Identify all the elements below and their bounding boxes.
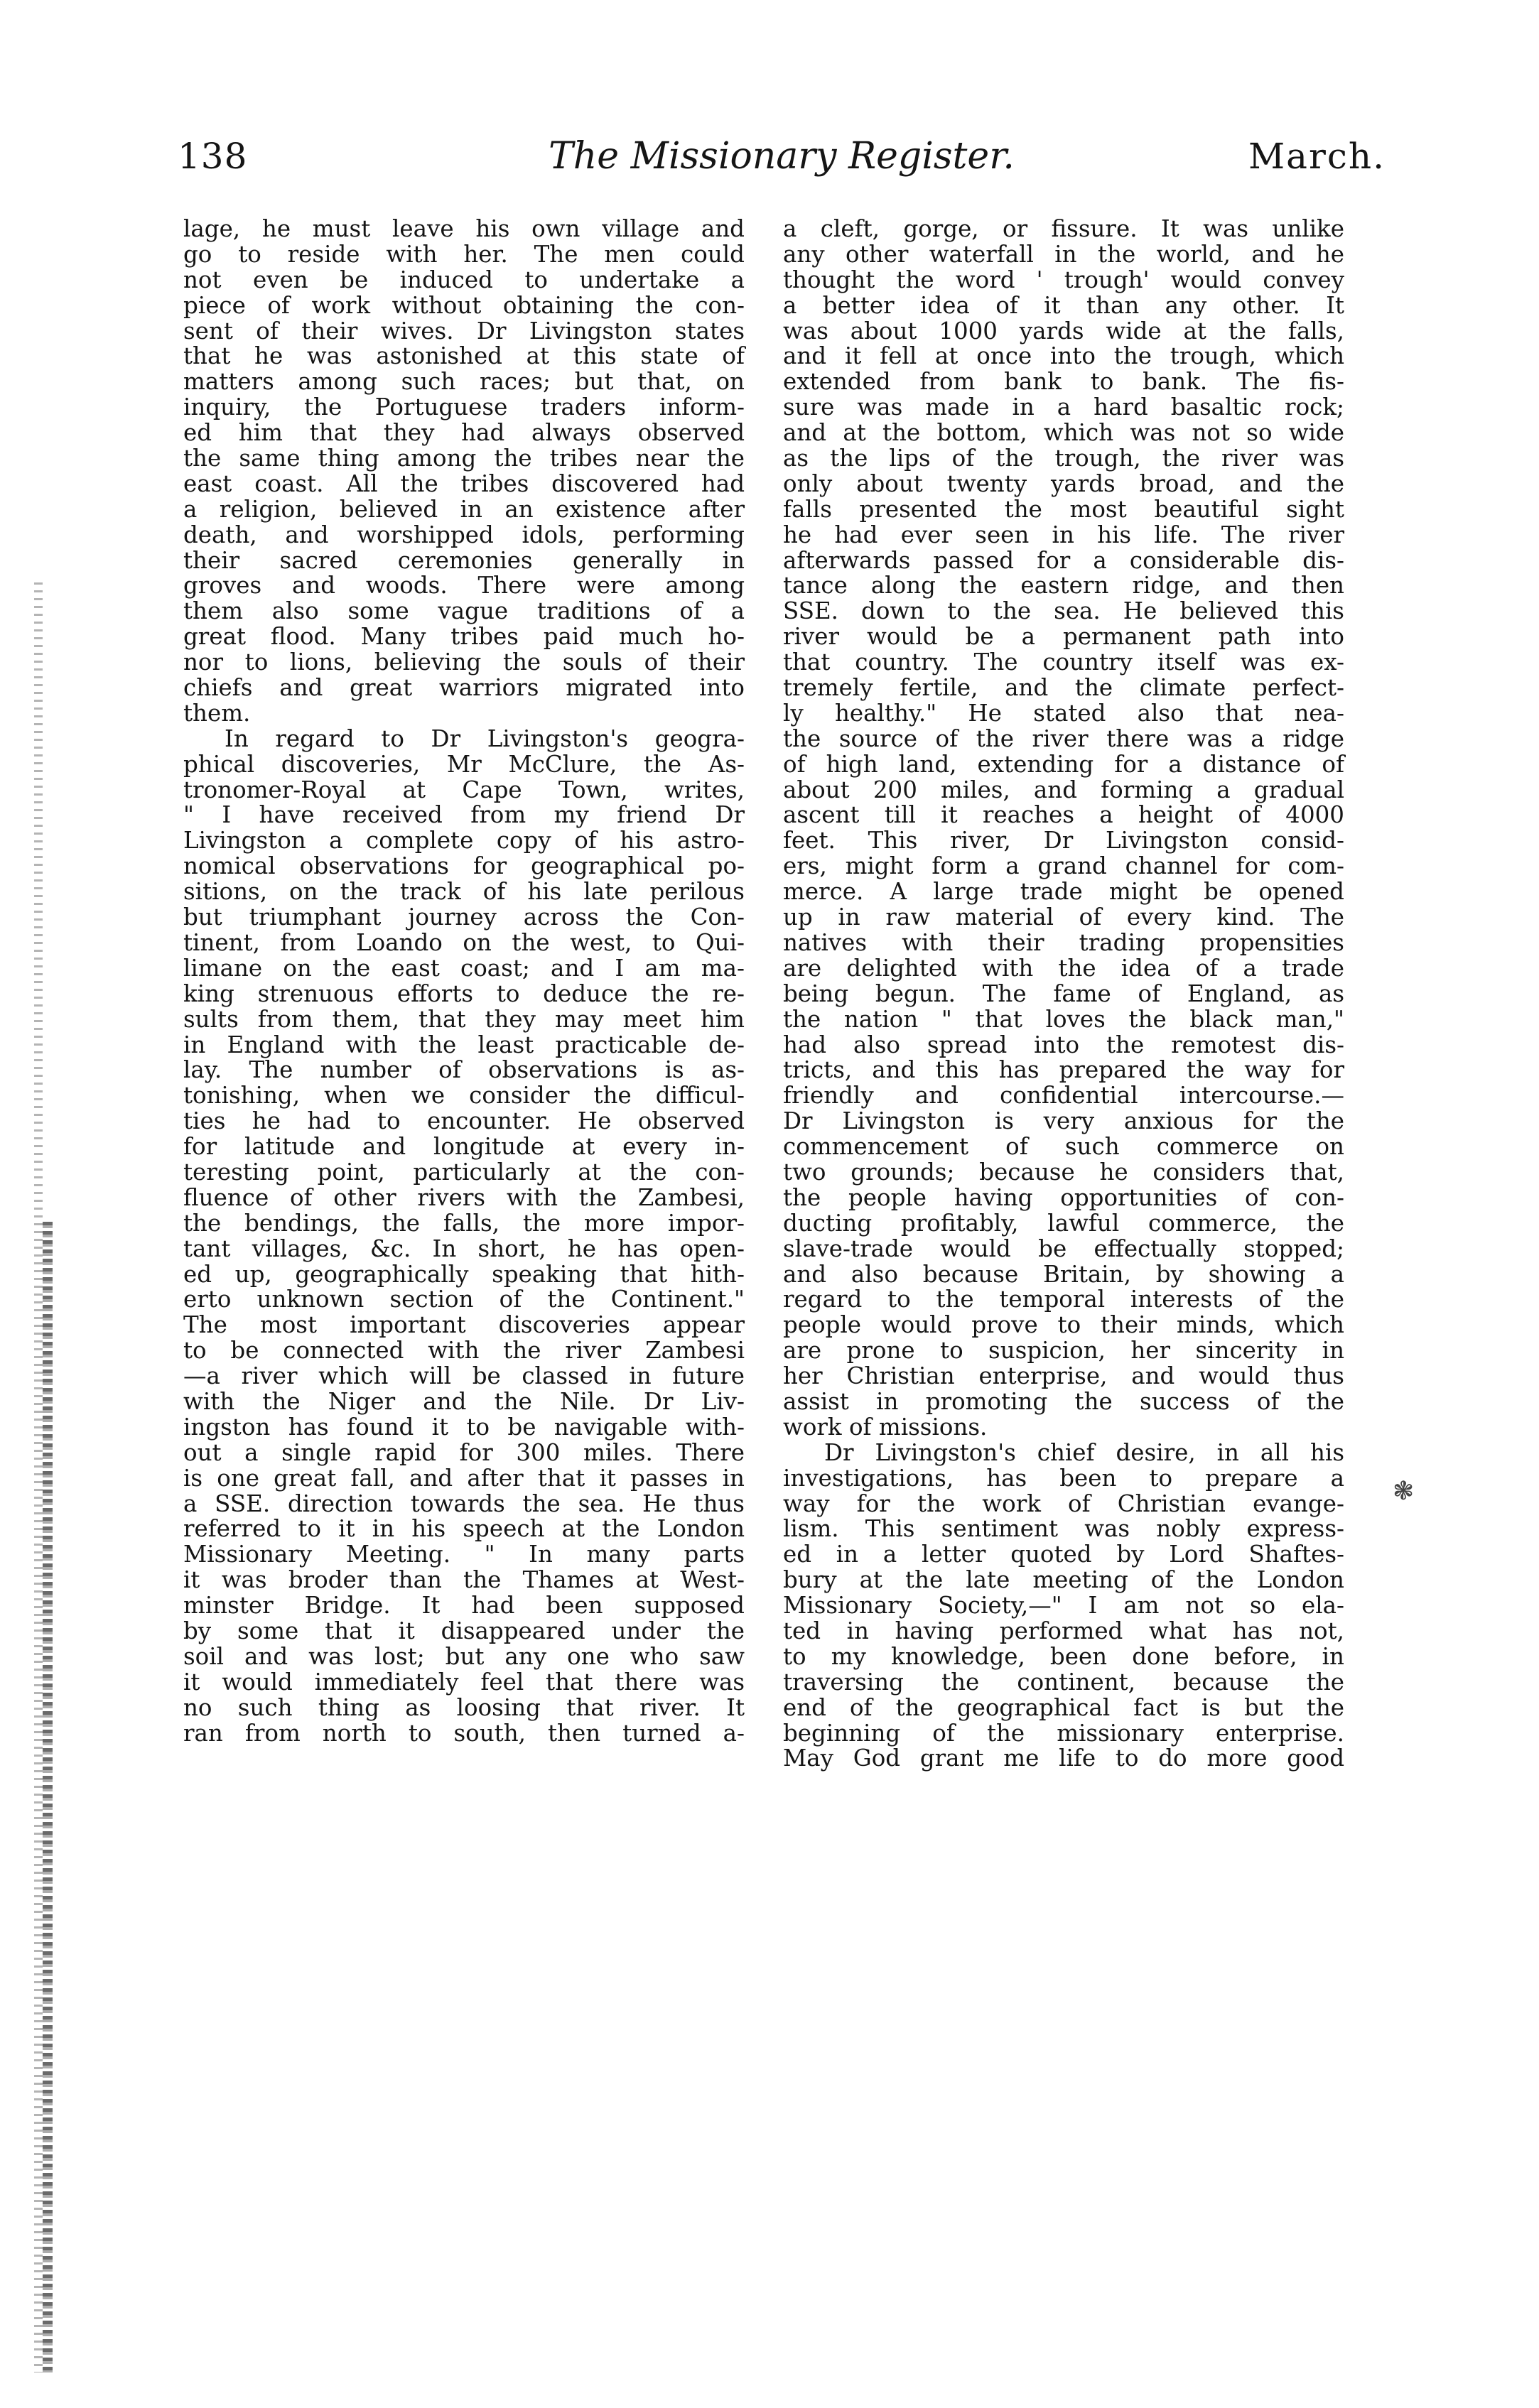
text-line: piece of work without obtaining the con- — [183, 291, 745, 319]
paragraph-end-line: work of missions. — [783, 1413, 988, 1441]
text-line: Missionary Meeting. " In many parts — [183, 1541, 745, 1568]
text-line: was about 1000 yards wide at the falls, — [783, 317, 1344, 345]
text-line: erto unknown section of the Continent." — [183, 1286, 745, 1313]
text-line: he had ever seen in his life. The river — [783, 521, 1344, 548]
text-line: by some that it disappeared under the — [183, 1617, 745, 1644]
text-line: lage, he must leave his own village and — [183, 215, 745, 242]
text-line: feet. This river, Dr Livingston consid- — [783, 827, 1344, 855]
journal-title: The Missionary Register. — [549, 135, 1015, 178]
text-line: of high land, extending for a distance of — [783, 750, 1344, 778]
text-line: groves and woods. There were among — [183, 572, 745, 600]
text-line: bury at the late meeting of the London — [783, 1566, 1344, 1594]
text-line: up in raw material of every kind. The — [783, 904, 1344, 931]
left-column — [183, 217, 745, 1746]
text-line: regard to the temporal interests of the — [783, 1286, 1344, 1313]
text-line: and also because Britain, by showing a — [783, 1260, 1344, 1288]
right-column — [783, 217, 1344, 1772]
text-line: ed up, geographically speaking that hith- — [183, 1260, 745, 1288]
text-line: their sacred ceremonies generally in — [183, 546, 745, 574]
running-head — [178, 135, 1386, 192]
page-binding-edge — [34, 582, 53, 2372]
text-line: the bendings, the falls, the more impor- — [183, 1209, 745, 1237]
text-line: a cleft, gorge, or fissure. It was unlike — [783, 215, 1344, 242]
text-line: soil and was lost; but any one who saw — [183, 1642, 745, 1670]
text-line: phical discoveries, Mr McClure, the As- — [183, 750, 745, 778]
text-line: are prone to suspicion, her sincerity in — [783, 1337, 1344, 1365]
text-line: and at the bottom, which was not so wide — [783, 419, 1344, 447]
text-line: go to reside with her. The men could — [183, 240, 745, 268]
text-line: king strenuous efforts to deduce the re- — [183, 980, 745, 1007]
text-line: only about twenty yards broad, and the — [783, 470, 1344, 497]
text-line: for latitude and longitude at every in- — [183, 1133, 745, 1161]
text-line: it was broder than the Thames at West- — [183, 1566, 745, 1594]
text-line: tronomer-Royal at Cape Town, writes, — [183, 776, 745, 803]
text-line: them also some vague traditions of a — [183, 597, 745, 625]
text-line: Missionary Society,—" I am not so ela- — [783, 1592, 1344, 1620]
text-line: sults from them, that they may meet him — [183, 1005, 745, 1033]
text-line: commencement of such commerce on — [783, 1133, 1344, 1161]
text-line: river would be a permanent path into — [783, 623, 1344, 651]
text-line: tant villages, &c. In short, he has open- — [183, 1235, 745, 1262]
text-line: ingston has found it to be navigable with- — [183, 1413, 745, 1441]
binding-dots — [34, 582, 43, 2372]
text-line: with the Niger and the Nile. Dr Liv- — [183, 1387, 745, 1415]
text-line: is one great fall, and after that it passes in — [183, 1464, 745, 1492]
text-line: in England with the least practicable de- — [183, 1031, 745, 1058]
text-line: nor to lions, believing the souls of their — [183, 649, 745, 676]
text-line: —a river which will be classed in future — [183, 1362, 745, 1390]
text-line: May God grant me life to do more good — [783, 1745, 1344, 1772]
text-line: referred to it in his speech at the London — [183, 1515, 745, 1543]
text-line: that country. The country itself was ex- — [783, 649, 1344, 676]
text-line: teresting point, particularly at the con- — [183, 1158, 745, 1186]
text-line: assist in promoting the success of the — [783, 1387, 1344, 1415]
text-line: ly healthy." He stated also that nea- — [783, 699, 1344, 727]
text-line: sure was made in a hard basaltic rock; — [783, 394, 1344, 421]
text-line: are delighted with the idea of a trade — [783, 954, 1344, 982]
text-line: two grounds; because he considers that, — [783, 1158, 1344, 1186]
text-line: but triumphant journey across the Con- — [183, 904, 745, 931]
text-line: tremely fertile, and the climate perfect- — [783, 674, 1344, 702]
text-line: tonishing, when we consider the difficul- — [183, 1082, 745, 1110]
text-line: as the lips of the trough, the river was — [783, 445, 1344, 472]
text-line: falls presented the most beautiful sight — [783, 495, 1344, 523]
text-line: end of the geographical fact is but the — [783, 1693, 1344, 1721]
text-line: minster Bridge. It had been supposed — [183, 1592, 745, 1620]
text-line: that he was astonished at this state of — [183, 342, 745, 370]
text-line: way for the work of Christian evange- — [783, 1490, 1344, 1517]
text-line: inquiry, the Portuguese traders inform- — [183, 394, 745, 421]
text-line: tricts, and this has prepared the way for — [783, 1056, 1344, 1084]
text-line: traversing the continent, because the — [783, 1668, 1344, 1696]
text-line: afterwards passed for a considerable dis- — [783, 546, 1344, 574]
text-line: tance along the eastern ridge, and then — [783, 572, 1344, 600]
text-line: extended from bank to bank. The fis- — [783, 368, 1344, 396]
text-line: sent of their wives. Dr Livingston states — [183, 317, 745, 345]
binding-band — [43, 1222, 53, 2372]
text-line: death, and worshipped idols, performing — [183, 521, 745, 548]
text-line: ascent till it reaches a height of 4000 — [783, 801, 1344, 829]
text-line: about 200 miles, and forming a gradual — [783, 776, 1344, 803]
text-line: great flood. Many tribes paid much ho- — [183, 623, 745, 651]
text-line: not even be induced to undertake a — [183, 266, 745, 293]
text-line: out a single rapid for 300 miles. There — [183, 1438, 745, 1466]
text-line: a SSE. direction towards the sea. He thus — [183, 1490, 745, 1517]
text-line: " I have received from my friend Dr — [183, 801, 745, 829]
text-line: the source of the river there was a ridge — [783, 725, 1344, 752]
text-line: natives with their trading propensities — [783, 928, 1344, 956]
text-line: ran from north to south, then turned a- — [183, 1719, 745, 1747]
text-line: tinent, from Loando on the west, to Qui- — [183, 928, 745, 956]
text-line: ties he had to encounter. He observed — [183, 1107, 745, 1135]
text-line: thought the word ' trough' would convey — [783, 266, 1344, 293]
text-line: the people having opportunities of con- — [783, 1183, 1344, 1211]
text-line: had also spread into the remotest dis- — [783, 1031, 1344, 1058]
paragraph-start-line: Dr Livingston's chief desire, in all his — [824, 1438, 1344, 1466]
flourish-ornament-icon: ❃ — [1393, 1477, 1415, 1506]
text-line: ers, might form a grand channel for com- — [783, 852, 1344, 880]
text-line: the nation " that loves the black man," — [783, 1005, 1344, 1033]
text-line: ted in having performed what has not, — [783, 1617, 1344, 1644]
text-line: lay. The number of observations is as- — [183, 1056, 745, 1084]
text-line: to be connected with the river Zambesi — [183, 1337, 745, 1365]
text-line: Livingston a complete copy of his astro- — [183, 827, 745, 855]
text-line: and it fell at once into the trough, which — [783, 342, 1344, 370]
text-line: sitions, on the track of his late perilous — [183, 878, 745, 906]
text-line: being begun. The fame of England, as — [783, 980, 1344, 1007]
text-line: to my knowledge, been done before, in — [783, 1642, 1344, 1670]
page-number: 138 — [178, 136, 248, 177]
text-line: investigations, has been to prepare a — [783, 1464, 1344, 1492]
text-line: ducting profitably, lawful commerce, the — [783, 1209, 1344, 1237]
text-line: it would immediately feel that there was — [183, 1668, 745, 1696]
text-line: limane on the east coast; and I am ma- — [183, 954, 745, 982]
text-line: nomical observations for geographical po- — [183, 852, 745, 880]
text-line: Dr Livingston is very anxious for the — [783, 1107, 1344, 1135]
text-line: no such thing as loosing that river. It — [183, 1693, 745, 1721]
text-line: friendly and confidential intercourse.— — [783, 1082, 1344, 1110]
text-line: ed him that they had always observed — [183, 419, 745, 447]
text-line: people would prove to their minds, which — [783, 1311, 1344, 1339]
text-line: beginning of the missionary enterprise. — [783, 1719, 1344, 1747]
text-line: SSE. down to the sea. He believed this — [783, 597, 1344, 625]
text-line: The most important discoveries appear — [183, 1311, 745, 1339]
text-line: chiefs and great warriors migrated into — [183, 674, 745, 702]
paragraph-start-line: In regard to Dr Livingston's geogra- — [225, 725, 745, 752]
text-line: merce. A large trade might be opened — [783, 878, 1344, 906]
text-line: her Christian enterprise, and would thus — [783, 1362, 1344, 1390]
text-line: a better idea of it than any other. It — [783, 291, 1344, 319]
text-line: matters among such races; but that, on — [183, 368, 745, 396]
text-line: fluence of other rivers with the Zambesi, — [183, 1183, 745, 1211]
text-line: east coast. All the tribes discovered had — [183, 470, 745, 497]
text-line: any other waterfall in the world, and he — [783, 240, 1344, 268]
text-line: ed in a letter quoted by Lord Shaftes- — [783, 1541, 1344, 1568]
paragraph-end-line: them. — [183, 699, 251, 727]
text-line: the same thing among the tribes near the — [183, 445, 745, 472]
text-line: slave-trade would be effectually stopped; — [783, 1235, 1344, 1262]
issue-month: March. — [1248, 136, 1386, 177]
text-line: lism. This sentiment was nobly express- — [783, 1515, 1344, 1543]
text-line: a religion, believed in an existence after — [183, 495, 745, 523]
